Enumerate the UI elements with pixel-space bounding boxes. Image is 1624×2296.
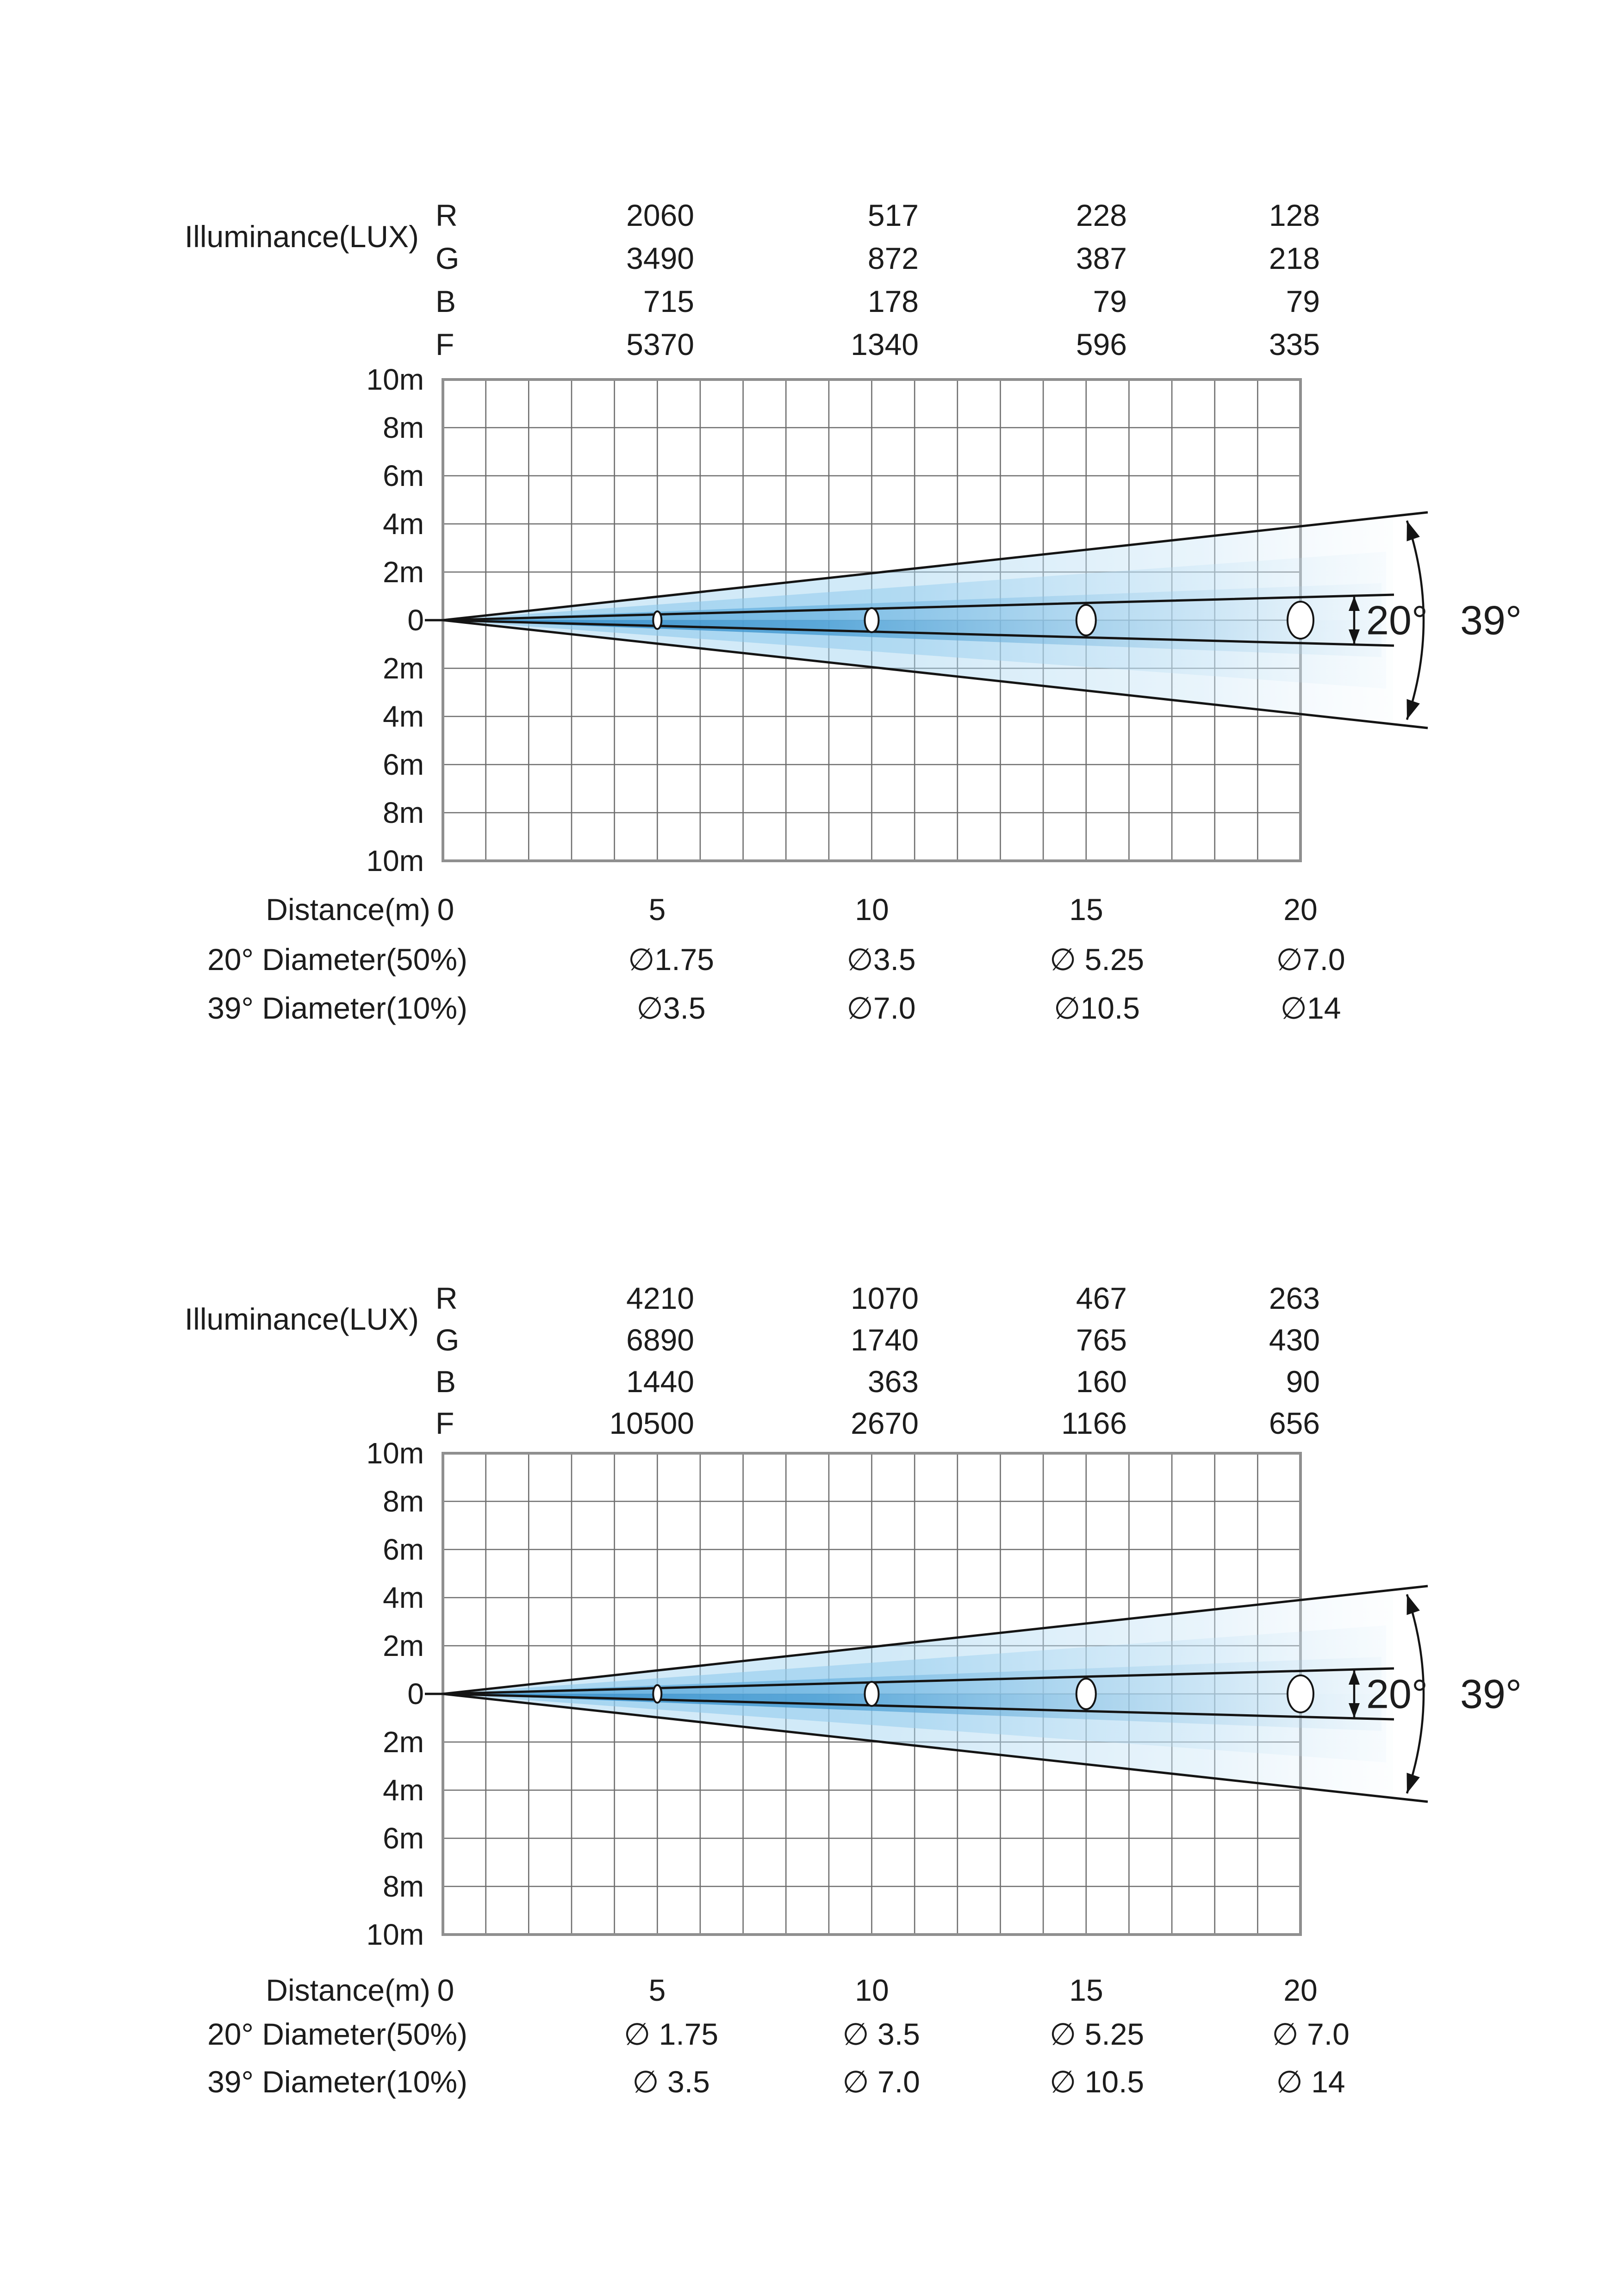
illuminance-value: 128 (1269, 198, 1320, 232)
row-label: G (436, 241, 460, 275)
diameter-39-row-label: 39° Diameter(10%) (207, 991, 467, 1025)
distance-value: 10 (855, 892, 889, 927)
illuminance-value: 4210 (626, 1281, 694, 1315)
spot-ellipse-20m (1288, 602, 1313, 639)
row-label: F (436, 327, 454, 361)
y-axis-label: 8m (383, 411, 424, 444)
beam-chart-1 (367, 363, 1522, 877)
illuminance-row-F (436, 324, 1320, 365)
illuminance-row-B (436, 1361, 1320, 1402)
illuminance-value: 1166 (1061, 1406, 1127, 1440)
illuminance-value: 2060 (626, 198, 694, 232)
beam-angle-39-label: 39° (1460, 597, 1522, 643)
illuminance-row-R (436, 1277, 1320, 1319)
y-axis-label: 6m (383, 1822, 424, 1855)
illuminance-value: 5370 (626, 327, 694, 361)
arc-arrowhead-bottom (1400, 699, 1420, 722)
beam-chart-2 (367, 1437, 1522, 1951)
y-axis-label: 8m (383, 1870, 424, 1903)
spot-ellipse-10m (865, 1682, 879, 1706)
illuminance-value: 715 (643, 284, 694, 318)
illuminance-value: 363 (867, 1364, 919, 1399)
illuminance-value: 3490 (626, 241, 694, 275)
illuminance-value: 263 (1269, 1281, 1320, 1315)
diameter-39-value: ∅ 10.5 (1049, 2065, 1145, 2099)
diameter-39-value: ∅ 14 (1276, 2065, 1345, 2099)
illuminance-value: 335 (1269, 327, 1320, 361)
row-label: R (436, 198, 458, 232)
illuminance-row-F (436, 1402, 1320, 1444)
distance-value: 15 (1069, 892, 1103, 927)
illuminance-title: Illuminance(LUX) (184, 219, 419, 254)
distance-value: 5 (648, 1973, 666, 2007)
diameter-39-row-label: 39° Diameter(10%) (207, 2065, 467, 2099)
row-label: F (436, 1406, 454, 1440)
illuminance-value: 596 (1076, 327, 1127, 361)
distance-value: 20 (1283, 892, 1318, 927)
illuminance-value: 90 (1286, 1364, 1320, 1399)
beam-angle-20-label: 20° (1366, 1671, 1428, 1717)
distance-value: 5 (648, 892, 666, 927)
y-axis-label: 2m (383, 555, 424, 589)
y-axis-label: 2m (383, 1725, 424, 1759)
diameter-20-value: ∅3.5 (846, 942, 916, 977)
beam-angle-39-label: 39° (1460, 1671, 1522, 1717)
arc-arrowhead-bottom (1400, 1773, 1420, 1795)
distance-value: 0 (437, 1973, 454, 2007)
illuminance-value: 79 (1286, 284, 1320, 318)
diameter-20-value: ∅ 3.5 (842, 2017, 920, 2051)
illuminance-title: Illuminance(LUX) (184, 1302, 419, 1336)
illuminance-value: 228 (1076, 198, 1127, 232)
distance-row-label: Distance(m) (266, 892, 430, 927)
diameter-20-value: ∅ 5.25 (1049, 942, 1145, 977)
spot-ellipse-15m (1076, 1679, 1096, 1709)
distance-value: 0 (437, 892, 454, 927)
diameter-20-value: ∅ 5.25 (1049, 2017, 1145, 2051)
diameter-39-value: ∅3.5 (636, 991, 706, 1025)
y-axis-label: 4m (383, 1773, 424, 1807)
diameter-39-value: ∅ 7.0 (842, 2065, 920, 2099)
illuminance-row-R (436, 194, 1320, 236)
illuminance-value: 6890 (626, 1323, 694, 1357)
y-axis-label: 10m (366, 844, 424, 877)
spot-ellipse-15m (1076, 605, 1096, 635)
y-axis-label: 0 (407, 604, 424, 637)
y-axis-label: 10m (366, 1437, 424, 1470)
y-axis-label: 6m (383, 459, 424, 492)
y-axis-label: 4m (383, 1581, 424, 1614)
y-axis-label: 0 (407, 1677, 424, 1711)
illuminance-value: 160 (1076, 1364, 1127, 1399)
spot-ellipse-10m (865, 608, 879, 632)
illuminance-value: 218 (1269, 241, 1320, 275)
row-label: G (436, 1323, 460, 1357)
illuminance-value: 2670 (851, 1406, 919, 1440)
row-label: B (436, 1364, 456, 1399)
y-axis-label: 8m (383, 1485, 424, 1518)
diameter-20-value: ∅ 1.75 (623, 2017, 719, 2051)
diameter-39-value: ∅7.0 (846, 991, 916, 1025)
spot-ellipse-5m (653, 611, 661, 629)
illuminance-value: 1740 (851, 1323, 919, 1357)
diameter-20-value: ∅7.0 (1276, 942, 1345, 977)
distance-value: 10 (855, 1973, 889, 2007)
distance-value: 20 (1283, 1973, 1318, 2007)
distance-row-label: Distance(m) (266, 1973, 430, 2007)
row-label: R (436, 1281, 458, 1315)
distance-value: 15 (1069, 1973, 1103, 2007)
y-axis-label: 4m (383, 700, 424, 733)
arc-arrowhead-top (1400, 518, 1420, 541)
diameter-20-value: ∅ 7.0 (1272, 2017, 1350, 2051)
spot-ellipse-20m (1288, 1675, 1313, 1712)
spot-ellipse-5m (653, 1685, 661, 1703)
diameter-39-value: ∅ 3.5 (632, 2065, 710, 2099)
y-axis-label: 6m (383, 1533, 424, 1566)
diameter-20-value: ∅1.75 (628, 942, 714, 977)
y-axis-label: 6m (383, 748, 424, 781)
y-axis-label: 2m (383, 1629, 424, 1662)
illuminance-value: 656 (1269, 1406, 1320, 1440)
illuminance-value: 178 (867, 284, 919, 318)
y-axis-label: 10m (366, 1918, 424, 1951)
arc-arrowhead-top (1400, 1592, 1420, 1615)
illuminance-value: 79 (1093, 284, 1127, 318)
row-label: B (436, 284, 456, 318)
diameter-20-row-label: 20° Diameter(50%) (207, 942, 467, 977)
illuminance-row-G (436, 237, 1320, 279)
illuminance-value: 430 (1269, 1323, 1320, 1357)
illuminance-value: 517 (867, 198, 919, 232)
diameter-20-row-label: 20° Diameter(50%) (207, 2017, 467, 2051)
illuminance-row-G (436, 1319, 1320, 1361)
illuminance-value: 10500 (609, 1406, 694, 1440)
illuminance-value: 1440 (626, 1364, 694, 1399)
y-axis-label: 2m (383, 652, 424, 685)
illuminance-value: 387 (1076, 241, 1127, 275)
y-axis-label: 4m (383, 507, 424, 541)
illuminance-value: 1340 (851, 327, 919, 361)
y-axis-label: 10m (366, 363, 424, 396)
y-axis-label: 8m (383, 796, 424, 829)
illuminance-value: 872 (867, 241, 919, 275)
diameter-39-value: ∅14 (1280, 991, 1341, 1025)
diameter-39-value: ∅10.5 (1054, 991, 1140, 1025)
illuminance-value: 765 (1076, 1323, 1127, 1357)
illuminance-value: 467 (1076, 1281, 1127, 1315)
illuminance-row-B (436, 280, 1320, 322)
illuminance-value: 1070 (851, 1281, 919, 1315)
beam-angle-20-label: 20° (1366, 597, 1428, 643)
